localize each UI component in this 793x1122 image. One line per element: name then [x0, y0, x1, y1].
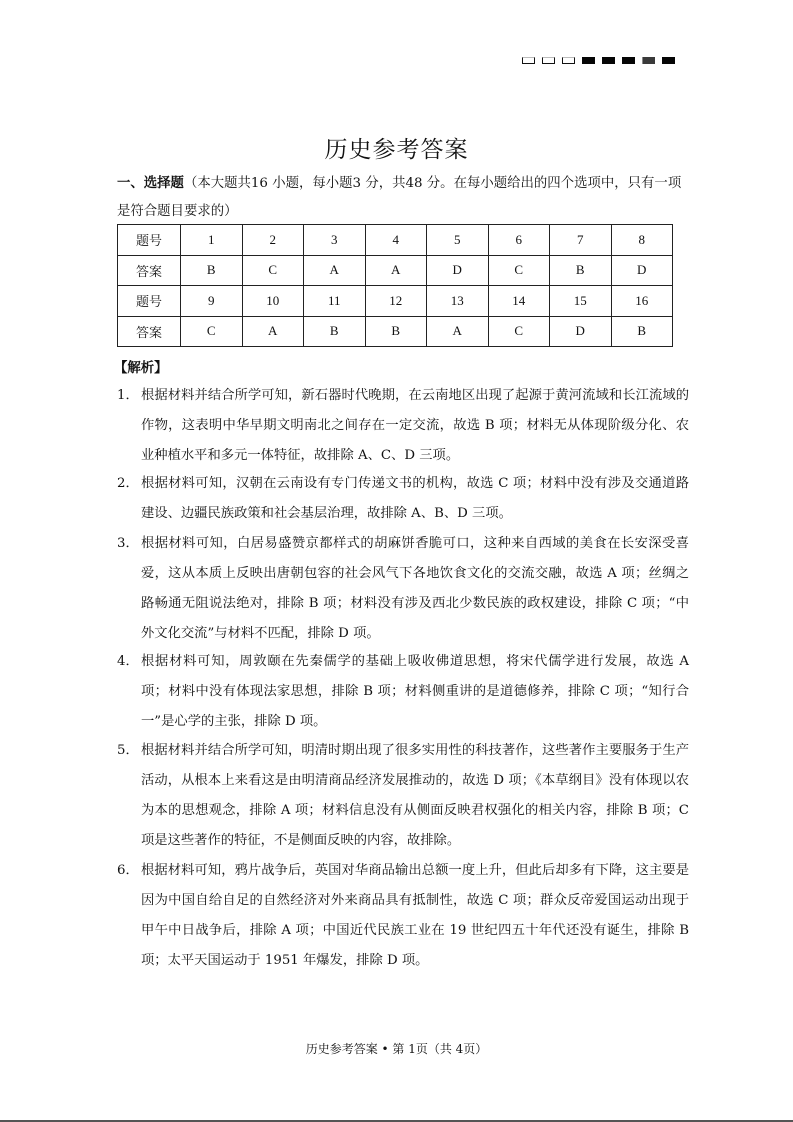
table-cell: D	[427, 255, 489, 286]
table-row	[118, 255, 673, 286]
table-cell: 1	[181, 225, 243, 256]
table-cell: A	[427, 316, 489, 347]
marker-square	[622, 57, 635, 64]
table-cell: B	[365, 316, 427, 347]
item-text: 根据材料并结合所学可知，明清时期出现了很多实用性的科技著作，这些著作主要服务于生产活动，从根本上来看这是由明清商品经济发展推动的，故选 D 项；《本草纲目》没有体现以农为本的思想观念，排除 A 项；材料信息没有从侧面反映君权强化的相关内容，排除 B 项；C 项是这些著作的特征，不是侧面反映的内容，故排除。	[141, 743, 689, 848]
table-cell: D	[611, 255, 673, 286]
row-label: 答案	[118, 255, 181, 286]
table-cell: A	[365, 255, 427, 286]
item-number: 3．	[117, 536, 139, 551]
table-cell: B	[181, 255, 243, 286]
table-cell: 10	[242, 286, 304, 317]
table-cell: C	[488, 316, 550, 347]
table-cell: B	[611, 316, 673, 347]
table-cell: A	[304, 255, 366, 286]
table-cell: C	[488, 255, 550, 286]
table-cell: 6	[488, 225, 550, 256]
analysis-item	[117, 856, 689, 976]
section-description: （本大题共16 小题，每小题3 分，共48 分。在每小题给出的四个选项中，只有一项是符合题目要求的）	[117, 176, 682, 219]
table-cell: 8	[611, 225, 673, 256]
item-number: 2．	[117, 476, 139, 491]
marker-square	[642, 57, 655, 64]
analysis-item	[117, 647, 689, 737]
marker-square	[522, 57, 535, 64]
table-row	[118, 225, 673, 256]
section-label: 一、选择题	[117, 176, 184, 191]
table-cell: 9	[181, 286, 243, 317]
table-cell: 5	[427, 225, 489, 256]
table-cell: A	[242, 316, 304, 347]
table-cell: C	[181, 316, 243, 347]
analysis-item	[117, 529, 689, 649]
table-cell: 12	[365, 286, 427, 317]
analysis-item	[117, 736, 689, 856]
table-cell: 11	[304, 286, 366, 317]
table-cell: D	[550, 316, 612, 347]
analysis-item	[117, 381, 689, 471]
item-number: 1．	[117, 388, 139, 403]
item-number: 6．	[117, 863, 139, 878]
marker-square	[662, 57, 675, 64]
table-cell: 13	[427, 286, 489, 317]
marker-square	[542, 57, 555, 64]
table-cell: 4	[365, 225, 427, 256]
analysis-heading: 【解析】	[114, 361, 168, 376]
answer-table	[117, 224, 673, 347]
page-marker-strip	[522, 57, 675, 64]
table-cell: 3	[304, 225, 366, 256]
table-row	[118, 316, 673, 347]
item-text: 根据材料可知，鸦片战争后，英国对华商品输出总额一度上升，但此后却多有下降，这主要是因为中国自给自足的自然经济对外来商品具有抵制性，故选 C 项；群众反帝爱国运动出现于甲午中日战争后，排除 A 项；中国近代民族工业在 19 世纪四五十年代还没有诞生，排除 B 项；太平天国运动于 1951 年爆发，排除 D 项。	[141, 863, 689, 968]
row-label: 答案	[118, 316, 181, 347]
table-row	[118, 286, 673, 317]
marker-square	[562, 57, 575, 64]
table-cell: 7	[550, 225, 612, 256]
analysis-item	[117, 469, 689, 529]
item-text: 根据材料可知，白居易盛赞京都样式的胡麻饼香脆可口，这种来自西域的美食在长安深受喜爱，这从本质上反映出唐朝包容的社会风气下各地饮食文化的交流交融，故选 A 项；丝绸之路畅通无阻说法绝对，排除 B 项；材料没有涉及西北少数民族的政权建设，排除 C 项；“中外文化交流”与材料不匹配，排除 D 项。	[141, 536, 689, 641]
marker-square	[602, 57, 615, 64]
page-title: 历史参考答案	[324, 137, 469, 164]
table-cell: 15	[550, 286, 612, 317]
table-cell: 16	[611, 286, 673, 317]
item-number: 5．	[117, 743, 139, 758]
marker-square	[582, 57, 595, 64]
row-label: 题号	[118, 286, 181, 317]
item-text: 根据材料可知，汉朝在云南设有专门传递文书的机构，故选 C 项；材料中没有涉及交通道路建设、边疆民族政策和社会基层治理，故排除 A、B、D 三项。	[141, 476, 689, 521]
row-label: 题号	[118, 225, 181, 256]
section-heading	[117, 170, 687, 226]
table-cell: B	[304, 316, 366, 347]
item-text: 根据材料可知，周敦颐在先秦儒学的基础上吸收佛道思想，将宋代儒学进行发展，故选 A 项；材料中没有体现法家思想，排除 B 项；材料侧重讲的是道德修养，排除 C 项；“知行合一”是心学的主张，排除 D 项。	[141, 654, 689, 729]
page-footer: 历史参考答案 • 第 1页（共 4页）	[305, 1042, 488, 1056]
item-text: 根据材料并结合所学可知，新石器时代晚期，在云南地区出现了起源于黄河流域和长江流域的作物，这表明中华早期文明南北之间存在一定交流，故选 B 项；材料无从体现阶级分化、农业种植水平和多元一体特征，故排除 A、C、D 三项。	[141, 388, 689, 463]
table-cell: 14	[488, 286, 550, 317]
table-cell: B	[550, 255, 612, 286]
item-number: 4．	[117, 654, 139, 669]
table-cell: C	[242, 255, 304, 286]
table-cell: 2	[242, 225, 304, 256]
